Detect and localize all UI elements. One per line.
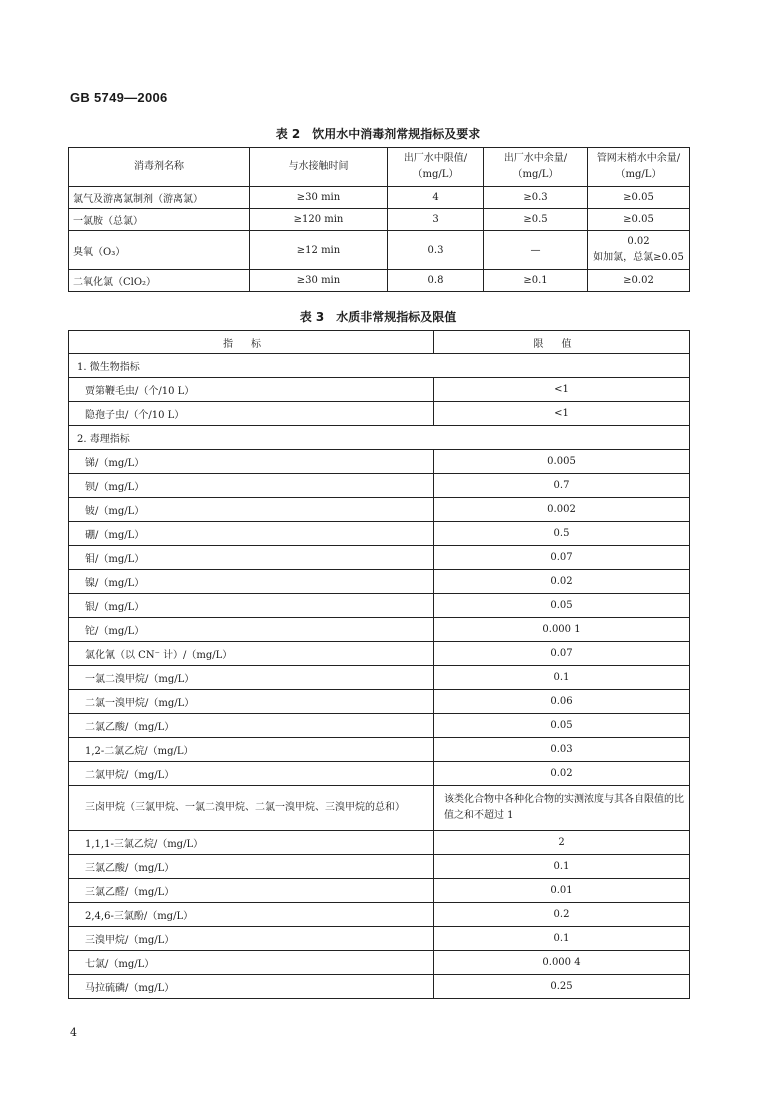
table-row [69,187,690,209]
limit-value: 0.06 [434,690,690,714]
table-row [69,642,690,666]
table-row [69,738,690,762]
table-header-row [69,331,690,354]
header-cell: 限值 [434,331,690,354]
limit-value: <1 [434,402,690,426]
header-cell: 消毒剂名称 [69,148,250,187]
indicator-name: 钡/（mg/L） [69,474,434,498]
indicator-name: 1,2-二氯乙烷/（mg/L） [69,738,434,762]
table-cell: ≥0.05 [588,187,690,209]
table-row [69,879,690,903]
limit-value: 0.1 [434,927,690,951]
table-row [69,594,690,618]
indicator-name: 2,4,6-三氯酚/（mg/L） [69,903,434,927]
indicator-name: 镍/（mg/L） [69,570,434,594]
table-cell: 氯气及游离氯制剂（游离氯） [69,187,250,209]
indicator-name: 锑/（mg/L） [69,450,434,474]
indicator-name: 马拉硫磷/（mg/L） [69,975,434,999]
table-row [69,855,690,879]
limit-value: 0.02 [434,570,690,594]
table-cell: ≥0.1 [484,270,588,292]
table-row [69,975,690,999]
header-cell: 出厂水中余量/（mg/L） [484,148,588,187]
table-row [69,270,690,292]
limit-value: 0.1 [434,666,690,690]
table-cell: ≥0.02 [588,270,690,292]
table-row [69,474,690,498]
indicator-name: 银/（mg/L） [69,594,434,618]
table2-caption: 表 2 饮用水中消毒剂常规指标及要求 [275,127,481,141]
table-row [69,831,690,855]
table-cell: 臭氧（O₃） [69,231,250,270]
table-row [69,903,690,927]
limit-value: 0.000 1 [434,618,690,642]
indicator-name: 一氯二溴甲烷/（mg/L） [69,666,434,690]
table-row [69,522,690,546]
limit-value: 0.02 [434,762,690,786]
table-row [69,378,690,402]
table-row [69,927,690,951]
table-cell: ≥0.3 [484,187,588,209]
indicator-name: 铍/（mg/L） [69,498,434,522]
table-row [69,666,690,690]
table-cell [588,231,690,270]
table-cell: 一氯胺（总氯） [69,209,250,231]
table-cell: ≥0.05 [588,209,690,231]
page-number: 4 [70,1026,77,1039]
limit-value: 0.07 [434,642,690,666]
table-row [69,209,690,231]
table-cell: ≥120 min [250,209,388,231]
indicator-name: 硼/（mg/L） [69,522,434,546]
table-cell: — [484,231,588,270]
table-cell: ≥0.5 [484,209,588,231]
table-row [69,714,690,738]
indicator-name: 隐孢子虫/（个/10 L） [69,402,434,426]
table3-caption: 表 3 水质非常规指标及限值 [299,310,457,324]
limit-value: 2 [434,831,690,855]
indicator-name: 铊/（mg/L） [69,618,434,642]
section-row [69,426,690,450]
limit-value: 0.05 [434,714,690,738]
indicator-name: 三卤甲烷（三氯甲烷、一氯二溴甲烷、二氯一溴甲烷、三溴甲烷的总和） [69,786,434,831]
indicator-name: 1,1,1-三氯乙烷/（mg/L） [69,831,434,855]
table-cell: 3 [388,209,484,231]
header-cell: 指标 [69,331,434,354]
table-cell: 二氧化氯（ClO₂） [69,270,250,292]
table-row [69,231,690,270]
standard-code: GB 5749—2006 [70,90,168,105]
section-row [69,354,690,378]
table-cell: 4 [388,187,484,209]
limit-value: 0.07 [434,546,690,570]
indicator-name: 三溴甲烷/（mg/L） [69,927,434,951]
limit-value: 0.005 [434,450,690,474]
section-title: 1. 微生物指标 [69,354,690,378]
table-row [69,690,690,714]
disinfectant-table [68,147,690,292]
limit-value: <1 [434,378,690,402]
table-cell: ≥30 min [250,187,388,209]
limit-value: 0.002 [434,498,690,522]
indicator-name: 二氯乙酸/（mg/L） [69,714,434,738]
table-cell: 0.3 [388,231,484,270]
indicator-name: 三氯乙酸/（mg/L） [69,855,434,879]
table-row [69,786,690,831]
limit-value: 0.7 [434,474,690,498]
table-row [69,951,690,975]
table-row [69,618,690,642]
header-cell: 管网末梢水中余量/（mg/L） [588,148,690,187]
limit-value: 该类化合物中各种化合物的实测浓度与其各自限值的比值之和不超过 1 [434,786,690,831]
limit-value: 0.1 [434,855,690,879]
non-routine-indicators-table [68,330,690,999]
indicator-name: 七氯/（mg/L） [69,951,434,975]
table-cell: ≥30 min [250,270,388,292]
table-row [69,402,690,426]
table-row [69,546,690,570]
limit-value: 0.2 [434,903,690,927]
limit-value: 0.000 4 [434,951,690,975]
limit-value: 0.25 [434,975,690,999]
limit-value: 0.5 [434,522,690,546]
limit-value: 0.03 [434,738,690,762]
indicator-name: 三氯乙醛/（mg/L） [69,879,434,903]
table-row [69,570,690,594]
indicator-name: 二氯一溴甲烷/（mg/L） [69,690,434,714]
indicator-name: 氯化氰（以 CN⁻ 计）/（mg/L） [69,642,434,666]
table-row [69,762,690,786]
indicator-name: 贾第鞭毛虫/（个/10 L） [69,378,434,402]
table-row [69,450,690,474]
limit-value: 0.01 [434,879,690,903]
section-title: 2. 毒理指标 [69,426,690,450]
header-cell: 出厂水中限值/（mg/L） [388,148,484,187]
table-header-row [69,148,690,187]
limit-value: 0.05 [434,594,690,618]
ozone-residual-note: 如加氯，总氯≥0.05 [593,252,684,263]
header-cell: 与水接触时间 [250,148,388,187]
table-row [69,498,690,522]
table-cell: 0.8 [388,270,484,292]
indicator-name: 钼/（mg/L） [69,546,434,570]
ozone-residual-value: 0.02 [627,236,650,247]
table-cell: ≥12 min [250,231,388,270]
indicator-name: 二氯甲烷/（mg/L） [69,762,434,786]
